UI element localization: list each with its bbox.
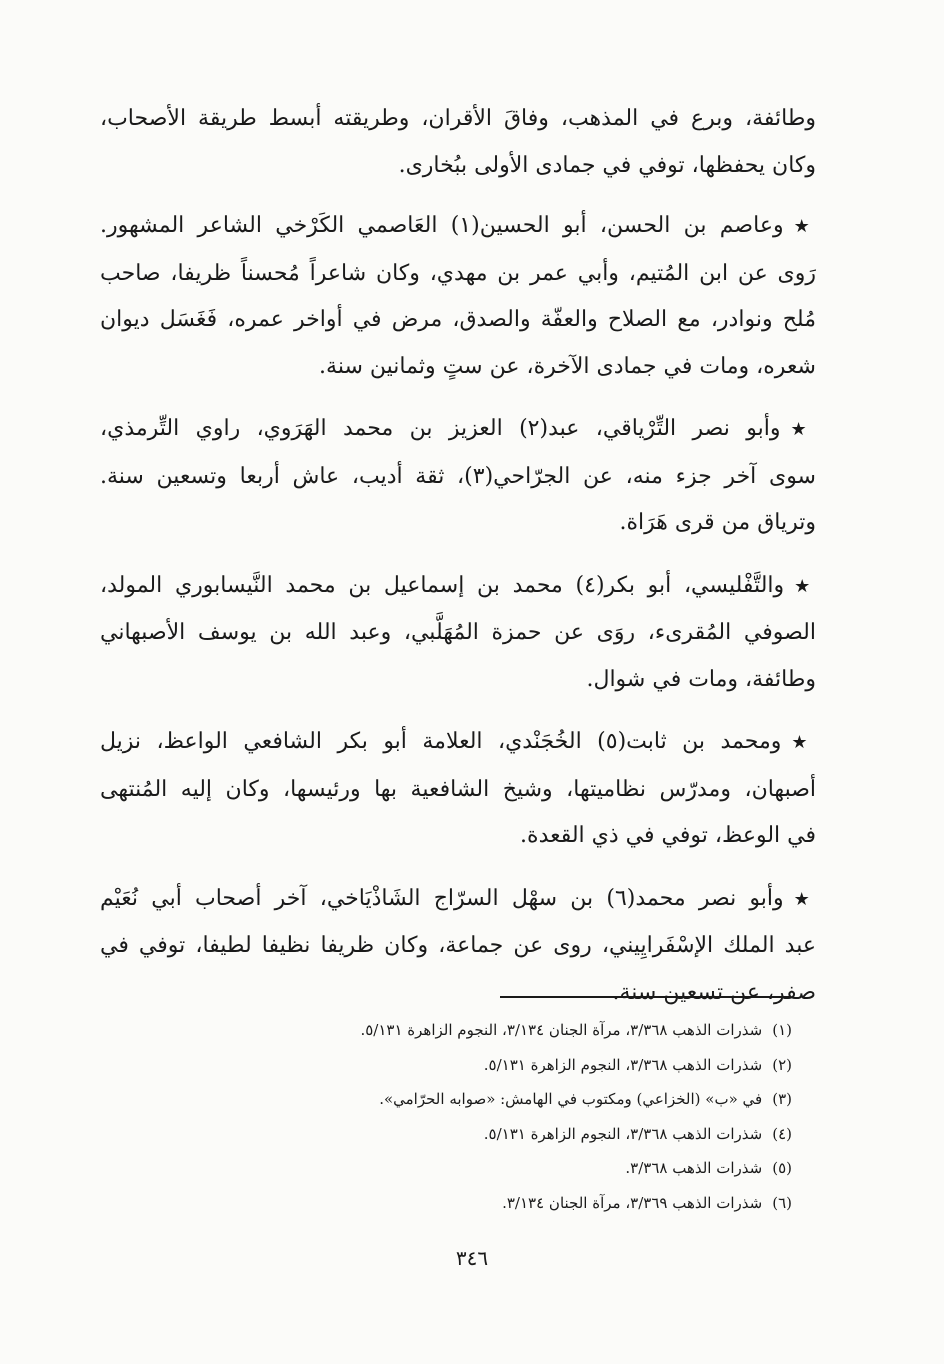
- text-line: في الوعظ، توفي في ذي القعدة.: [520, 823, 816, 848]
- text-line: [100, 719, 816, 767]
- footnote: [180, 1013, 792, 1048]
- main-text: [100, 96, 816, 1032]
- star-icon: ★: [793, 216, 816, 237]
- star-icon: ★: [793, 888, 816, 910]
- text-line-content: وأبو نصر التِّرْياقي، عبد(٢) العزيز بن محمد الهَرَوي، راوي التِّرمذي،: [100, 416, 781, 441]
- text-line: [100, 406, 816, 454]
- footnote-number: (١): [772, 1021, 792, 1039]
- text-line-content: والتَّفْليسي، أبو بكر(٤) محمد بن إسماعيل بن محمد النَّيسابوري المولد،: [100, 572, 785, 598]
- footnote-text: شذرات الذهب ٣/٣٦٨، النجوم الزاهرة ٥/١٣١.: [483, 1055, 763, 1074]
- footnotes: [180, 1013, 792, 1220]
- footnote-number: (٣): [772, 1090, 792, 1108]
- footnote: [180, 1082, 792, 1117]
- text-line-content: ومحمد بن ثابت(٥) الخُجَنْدي، العلامة أبو بكر الشافعي الواعظ، نزيل: [100, 729, 782, 754]
- text-line: [100, 876, 816, 924]
- footnote: [180, 1186, 792, 1221]
- text-line: صفر، عن تسعين سنة.: [612, 979, 816, 1005]
- footnote-text: شذرات الذهب ٣/٣٦٨.: [625, 1159, 763, 1177]
- page-number: ٣٤٦: [455, 1246, 489, 1270]
- footnote-number: (٥): [772, 1159, 792, 1177]
- text-line: [100, 563, 816, 611]
- footnote-text: في «ب» (الخزاعي) ومكتوب في الهامش: «صوابه الحرّامي».: [379, 1090, 763, 1108]
- footnote: [180, 1151, 792, 1186]
- text-line: وطائفة، ومات في شوال.: [586, 666, 816, 692]
- text-line: سوى آخر جزء منه، عن الجرّاحي(٣)، ثقة أديب، عاش أربعا وتسعين سنة.: [100, 463, 816, 489]
- text-line: [100, 203, 816, 251]
- paragraph: [100, 563, 816, 704]
- paragraph: [100, 203, 816, 390]
- footnote-number: (٦): [772, 1193, 792, 1212]
- text-line: أصبهان، ومدرّس نظاميتها، وشيخ الشافعية بها ورئيسها، وكان إليه المُنتهى: [100, 776, 816, 802]
- footnote-number: (٤): [772, 1124, 792, 1143]
- star-icon: ★: [794, 575, 816, 597]
- text-line: وكان يحفظها، توفي في جمادى الأولى ببُخارى.: [398, 152, 816, 178]
- paragraph: [100, 96, 816, 189]
- paragraph: [100, 719, 816, 860]
- paragraph: [100, 406, 816, 547]
- text-line: الصوفي المُقرىء، روَى عن حمزة المُهَلَّبي، وعبد الله بن يوسف الأصبهاني: [100, 620, 816, 645]
- footnote-text: شذرات الذهب ٣/٣٦٨، النجوم الزاهرة ٥/١٣١.: [483, 1124, 763, 1143]
- paragraph: [100, 876, 816, 1017]
- text-line: وطائفة، وبرع في المذهب، وفاقَ الأقران، وطريقته أبسط طريقة الأصحاب،: [100, 106, 816, 131]
- footnote: [180, 1048, 792, 1083]
- footnote: [180, 1117, 792, 1152]
- star-icon: ★: [790, 419, 816, 440]
- text-line-content: وأبو نصر محمد(٦) بن سهْل السرّاج الشَاذْيَاخي، آخر أصحاب أبي نُعَيْم: [100, 885, 784, 911]
- text-line: شعره، ومات في جمادى الآخرة، عن ستٍ وثمانين سنة.: [319, 353, 816, 379]
- text-line: وترياق من قرى هَرَاة.: [619, 510, 816, 535]
- footnote-text: شذرات الذهب ٣/٣٦٩، مرآة الجنان ٣/١٣٤.: [502, 1193, 763, 1212]
- text-line: رَوى عن ابن المُتيم، وأبي عمر بن مهدي، وكان شاعراً مُحسناً ظريفا، صاحب: [100, 260, 816, 286]
- text-line-content: وعاصم بن الحسن، أبو الحسين(١) العَاصمي الكَرْخي الشاعر المشهور.: [100, 213, 784, 238]
- star-icon: ★: [791, 732, 816, 753]
- footnote-divider: [500, 996, 790, 998]
- text-line: مُلح ونوادر، مع الصلاح والعفّة والصدق، مرض في أواخر عمره، فَغَسَل ديوان: [100, 307, 816, 332]
- text-line: عبد الملك الإسْفَرايِيني، روى عن جماعة، وكان ظريفا نظيفا لطيفا، توفي في: [100, 933, 816, 958]
- footnote-number: (٢): [772, 1055, 792, 1074]
- footnote-text: شذرات الذهب ٣/٣٦٨، مرآة الجنان ٣/١٣٤، النجوم الزاهرة ٥/١٣١.: [360, 1021, 763, 1039]
